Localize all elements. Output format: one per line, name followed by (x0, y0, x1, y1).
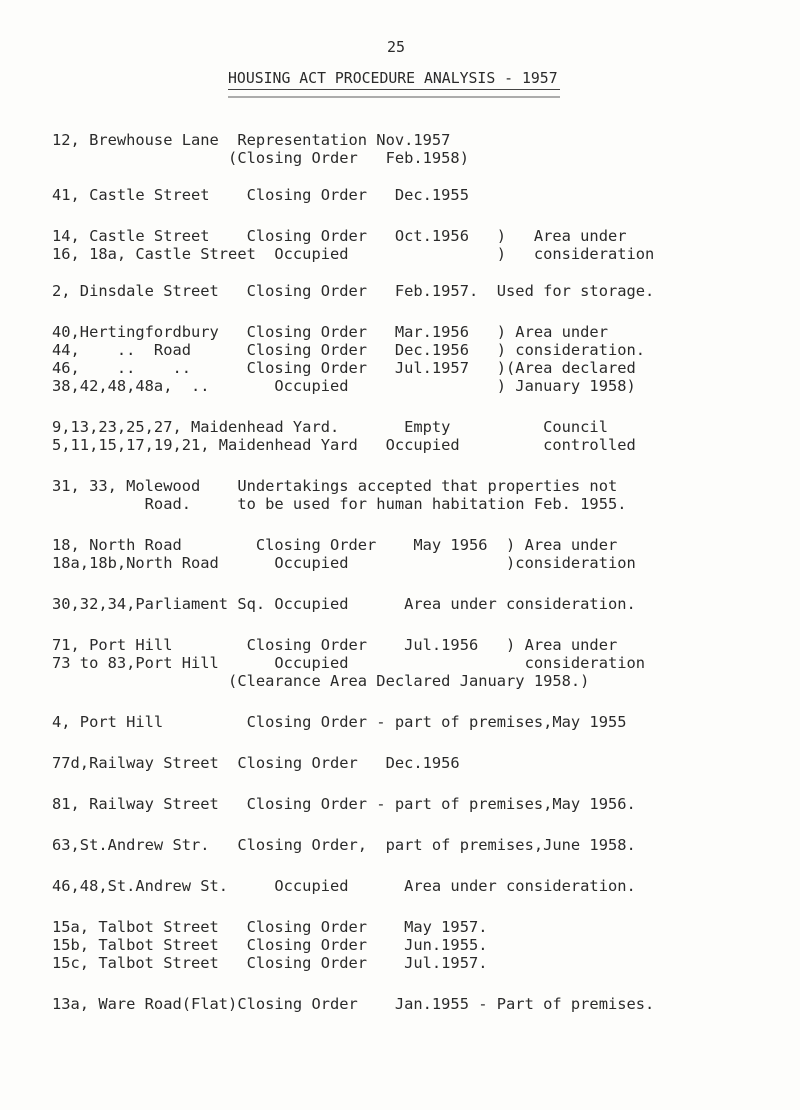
entry-line: 15b, Talbot Street Closing Order Jun.1955. (52, 936, 488, 954)
entry-line: 73 to 83,Port Hill Occupied consideration (52, 654, 646, 672)
entry-line: 31, 33, Molewood Undertakings accepted that properties not (52, 477, 618, 495)
entry-line: 12, Brewhouse Lane Representation Nov.1957 (52, 131, 451, 149)
entry-line: 46,48,St.Andrew St. Occupied Area under consideration. (52, 877, 636, 895)
page-number: 25 (387, 38, 406, 56)
entry-line: 14, Castle Street Closing Order Oct.1956 ) Area under (52, 227, 627, 245)
entry-line: 81, Railway Street Closing Order - part of premises,May 1956. (52, 795, 636, 813)
heading-underline (228, 89, 560, 90)
entry-line: 30,32,34,Parliament Sq. Occupied Area under consideration. (52, 595, 636, 613)
heading-rule (228, 96, 560, 98)
entry-line: (Closing Order Feb.1958) (52, 149, 469, 167)
entry-line: 44, .. Road Closing Order Dec.1956 ) consideration. (52, 341, 646, 359)
entry-line: 15a, Talbot Street Closing Order May 1957. (52, 918, 488, 936)
entry-line: 40,Hertingfordbury Closing Order Mar.1956 ) Area under (52, 323, 608, 341)
entry-line: 38,42,48,48a, .. Occupied ) January 1958) (52, 377, 636, 395)
entry-line: 9,13,23,25,27, Maidenhead Yard. Empty Council (52, 418, 608, 436)
entry-line: 18, North Road Closing Order May 1956 ) Area under (52, 536, 618, 554)
entry-line: 2, Dinsdale Street Closing Order Feb.1957. Used for storage. (52, 282, 655, 300)
page-heading: HOUSING ACT PROCEDURE ANALYSIS - 1957 (228, 70, 558, 87)
entry-line: 63,St.Andrew Str. Closing Order, part of premises,June 1958. (52, 836, 636, 854)
entry-line: 15c, Talbot Street Closing Order Jul.1957. (52, 954, 488, 972)
entry-line: 16, 18a, Castle Street Occupied ) consideration (52, 245, 655, 263)
entry-line: 41, Castle Street Closing Order Dec.1955 (52, 186, 469, 204)
entry-line: Road. to be used for human habitation Feb. 1955. (52, 495, 627, 513)
entry-line: 71, Port Hill Closing Order Jul.1956 ) Area under (52, 636, 618, 654)
entry-line: 4, Port Hill Closing Order - part of premises,May 1955 (52, 713, 627, 731)
entry-line: 5,11,15,17,19,21, Maidenhead Yard Occupied controlled (52, 436, 636, 454)
entry-line: (Clearance Area Declared January 1958.) (52, 672, 590, 690)
entry-line: 77d,Railway Street Closing Order Dec.1956 (52, 754, 460, 772)
entry-line: 13a, Ware Road(Flat)Closing Order Jan.1955 - Part of premises. (52, 995, 655, 1013)
entry-line: 18a,18b,North Road Occupied )consideration (52, 554, 636, 572)
entry-line: 46, .. .. Closing Order Jul.1957 )(Area declared (52, 359, 636, 377)
